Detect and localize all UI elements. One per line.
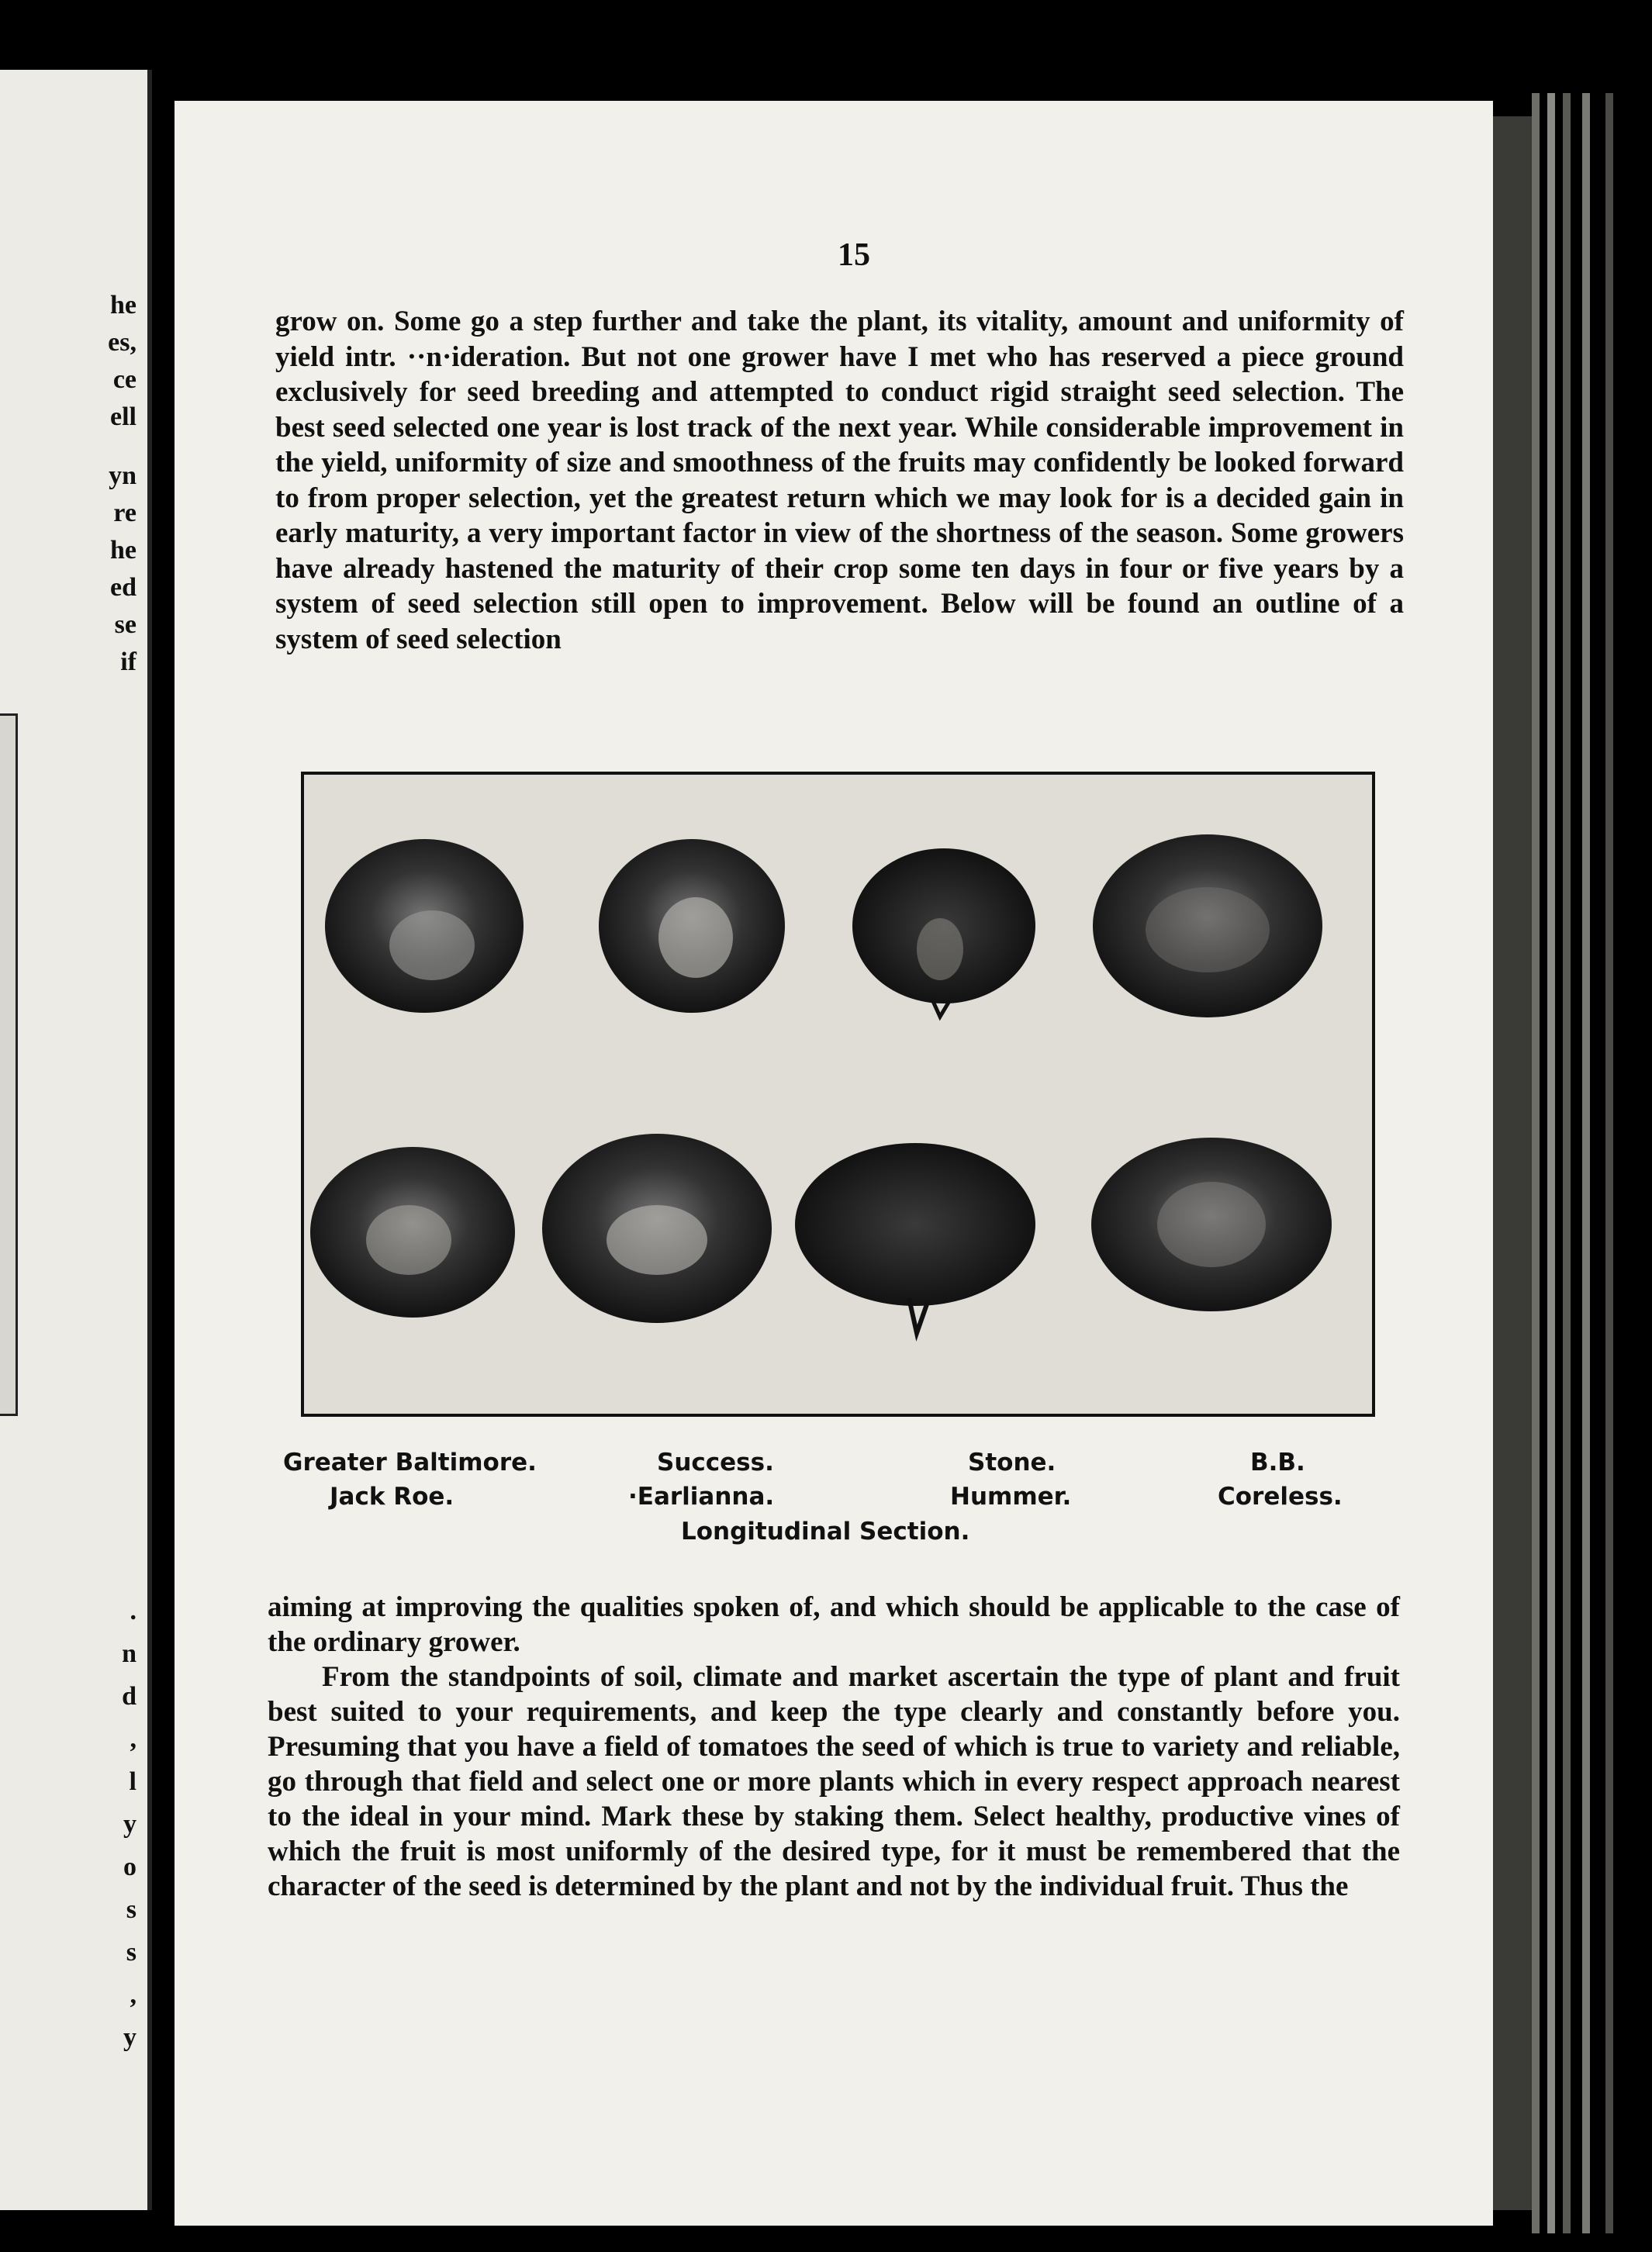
page-edge-line xyxy=(1532,93,1540,2233)
bottom-paragraph-1: aiming at improving the qualities spoken of, and which should be applicable to the case of the ordinary grower. xyxy=(268,1591,1400,1658)
left-page-plate-edge xyxy=(0,713,18,1416)
caption-coreless: Coreless. xyxy=(1218,1483,1343,1511)
caption-hummer: Hummer. xyxy=(950,1483,1072,1511)
bottom-text xyxy=(268,1590,1400,1904)
bottom-paragraph-2: From the standpoints of soil, climate and market ascertain the type of plant and fruit best suited to your requirements, and keep the type clearly and constantly before you. Presuming that you have a field of tomatoes the seed of which is true to variety and reliable, go through that field and select one or more plants which in every respect approach nearest to the ideal in your mind. Mark these by staking them. Select healthy, productive vines of which the fruit is most uniformly of the desired type, for it must be remembered that the character of the seed is determined by the plant and not by the individual fruit. Thus the xyxy=(268,1661,1400,1902)
caption-greater-baltimore: Greater Baltimore. xyxy=(283,1449,537,1477)
caption-jack-roe: Jack Roe. xyxy=(330,1483,454,1511)
page-edge-shadow xyxy=(1493,116,1532,2210)
tomato-section-photograph xyxy=(301,772,1375,1417)
page-edge-line xyxy=(1582,93,1590,2233)
left-margin-text-mid: yn re he ed se if xyxy=(109,461,137,676)
left-page xyxy=(0,70,152,2210)
caption-bb: B.B. xyxy=(1250,1449,1305,1477)
left-margin-text-top: he es, ce ell xyxy=(108,291,137,431)
page-edge-line xyxy=(1547,93,1555,2233)
page-number: 15 xyxy=(838,237,870,273)
left-margin-text-bottom: . n d , l y o s s , y xyxy=(122,1597,137,2052)
tomato-illustration xyxy=(304,775,1372,1414)
caption-success: Success. xyxy=(657,1449,774,1477)
top-paragraph: grow on. Some go a step further and take the plant, its vitality, amount and uniformity of yield intr. ··n·ideration. But not one grower have I met who has reserved a piece ground exclusively for seed breeding and attempted to conduct rigid straight seed selection. The best seed selected one year is lost track of the next year. While considerable improvement in the yield, uniformity of size and smoothness of the fruits may confidently be looked forward to from proper selection, yet the greatest return which we may look for is a decided gain in early maturity, a very important factor in view of the shortness of the season. Some growers have already hastened the maturity of their crop some ten days in four or five years by a system of seed selection still open to improvement. Below will be found an outline of a system of seed selection xyxy=(275,306,1404,655)
tomato-hummer xyxy=(795,1143,1035,1306)
caption-earlianna: ·Earlianna. xyxy=(628,1483,775,1511)
page-edge-line xyxy=(1563,93,1571,2233)
page-edge-line xyxy=(1605,93,1613,2233)
figure-caption-section: Longitudinal Section. xyxy=(681,1518,970,1546)
caption-stone: Stone. xyxy=(968,1449,1056,1477)
